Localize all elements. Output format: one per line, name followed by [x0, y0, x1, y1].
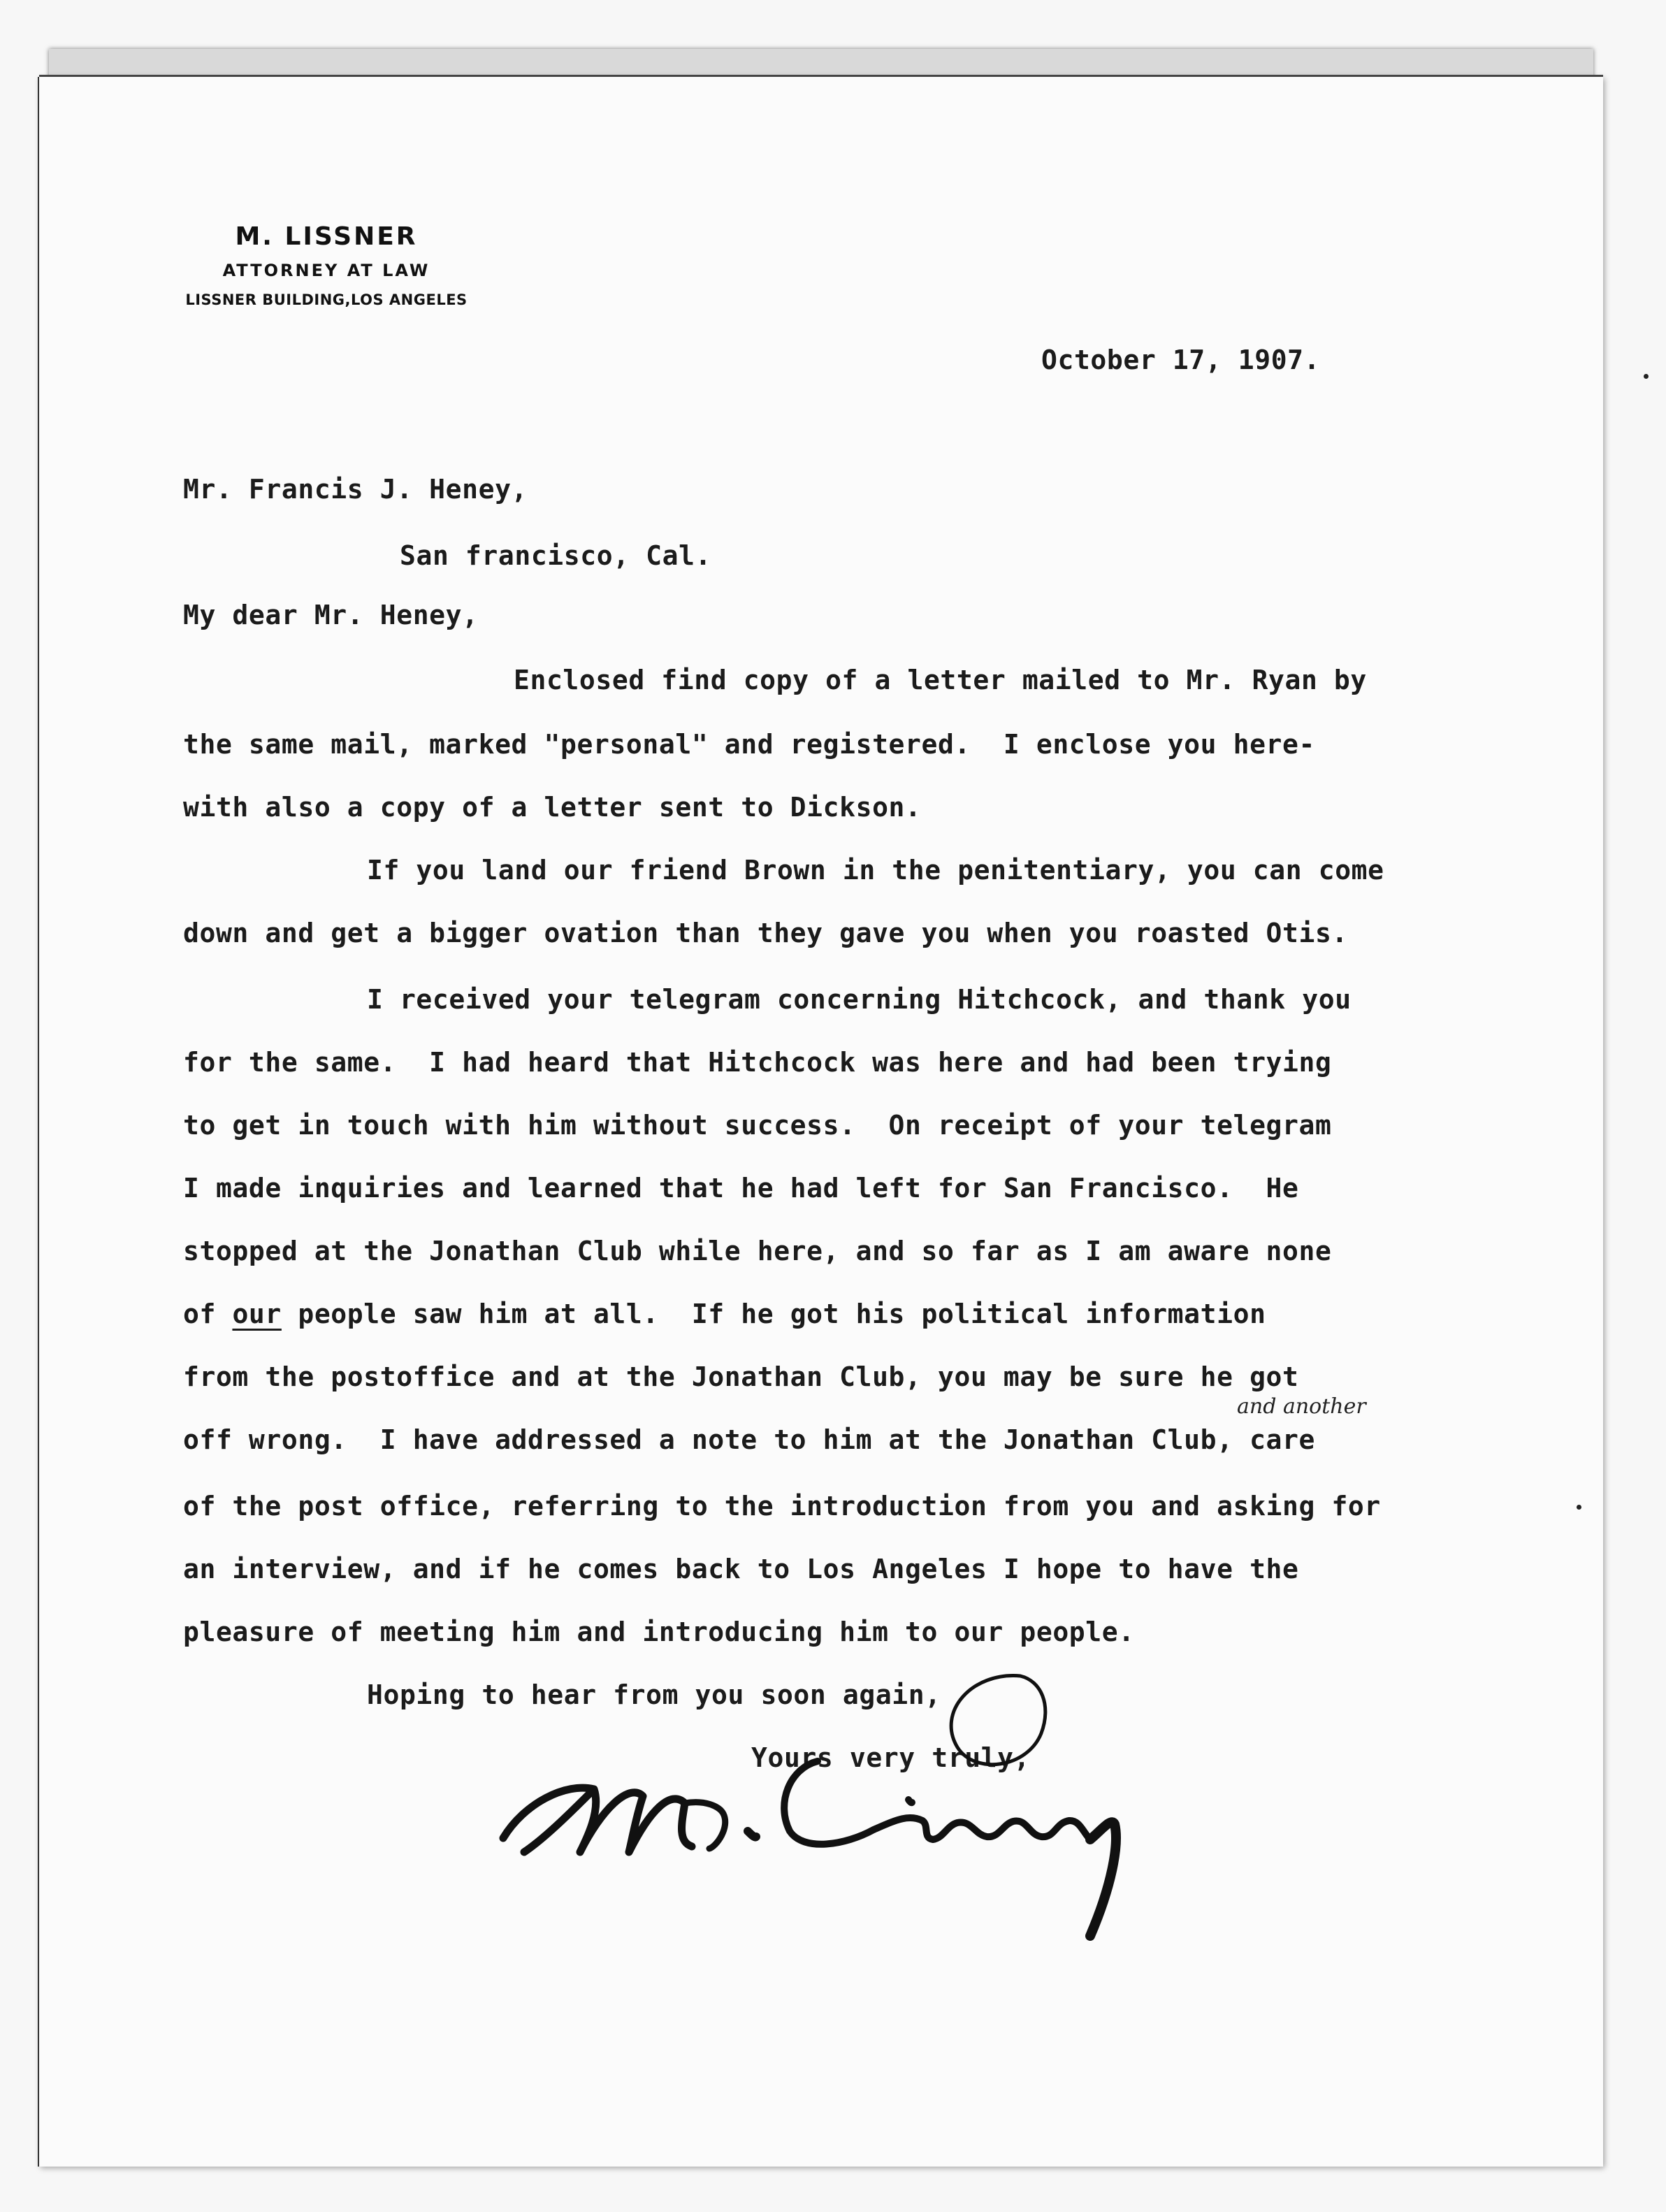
- closing-line: Hoping to hear from you soon again,: [367, 1679, 941, 1710]
- signature: [482, 1663, 1286, 1957]
- letterhead-address: LISSNER BUILDING,LOS ANGELES: [185, 291, 468, 308]
- body-line: pleasure of meeting him and introducing him to our people.: [183, 1617, 1135, 1647]
- salutation: My dear Mr. Heney,: [183, 600, 479, 630]
- underlined-word: our: [232, 1299, 282, 1329]
- body-line: with also a copy of a letter sent to Dickson.: [183, 792, 922, 823]
- body-line: I received your telegram concerning Hitchcock, and thank you: [367, 984, 1352, 1015]
- body-line: If you land our friend Brown in the penitentiary, you can come: [367, 855, 1384, 885]
- letterhead: [155, 222, 498, 308]
- body-line: Enclosed find copy of a letter mailed to Mr. Ryan by: [514, 665, 1367, 695]
- recipient-name: Mr. Francis J. Heney,: [183, 474, 528, 505]
- body-line: from the postoffice and at the Jonathan Club, you may be sure he got: [183, 1361, 1299, 1392]
- body-line: I made inquiries and learned that he had left for San Francisco. He: [183, 1173, 1299, 1203]
- body-line: for the same. I had heard that Hitchcock was here and had been trying: [183, 1047, 1332, 1078]
- handwritten-insertion: and another: [1237, 1394, 1366, 1419]
- body-line-part: people saw him at all. If he got his political information: [281, 1299, 1266, 1329]
- letterhead-name: M. LISSNER: [235, 222, 418, 251]
- body-line: to get in touch with him without success. On receipt of your telegram: [183, 1110, 1332, 1141]
- body-line: an interview, and if he comes back to Los Angeles I hope to have the: [183, 1554, 1299, 1584]
- letterhead-title: ATTORNEY AT LAW: [222, 261, 430, 280]
- paper-speck: [1577, 1505, 1581, 1510]
- paper-speck: [1644, 374, 1649, 379]
- valediction: Yours very truly,: [751, 1742, 1031, 1773]
- body-line: the same mail, marked "personal" and registered. I enclose you here-: [183, 729, 1315, 760]
- body-line: of the post office, referring to the introduction from you and asking for: [183, 1491, 1381, 1521]
- body-line-part: of: [183, 1299, 233, 1329]
- body-line: off wrong. I have addressed a note to him at the Jonathan Club, care: [183, 1424, 1315, 1455]
- letter-date: October 17, 1907.: [1041, 345, 1321, 375]
- recipient-city: San francisco, Cal.: [400, 540, 712, 571]
- body-line: stopped at the Jonathan Club while here, and so far as I am aware none: [183, 1236, 1332, 1266]
- body-line: [183, 1282, 1266, 1345]
- body-line: down and get a bigger ovation than they gave you when you roasted Otis.: [183, 918, 1348, 948]
